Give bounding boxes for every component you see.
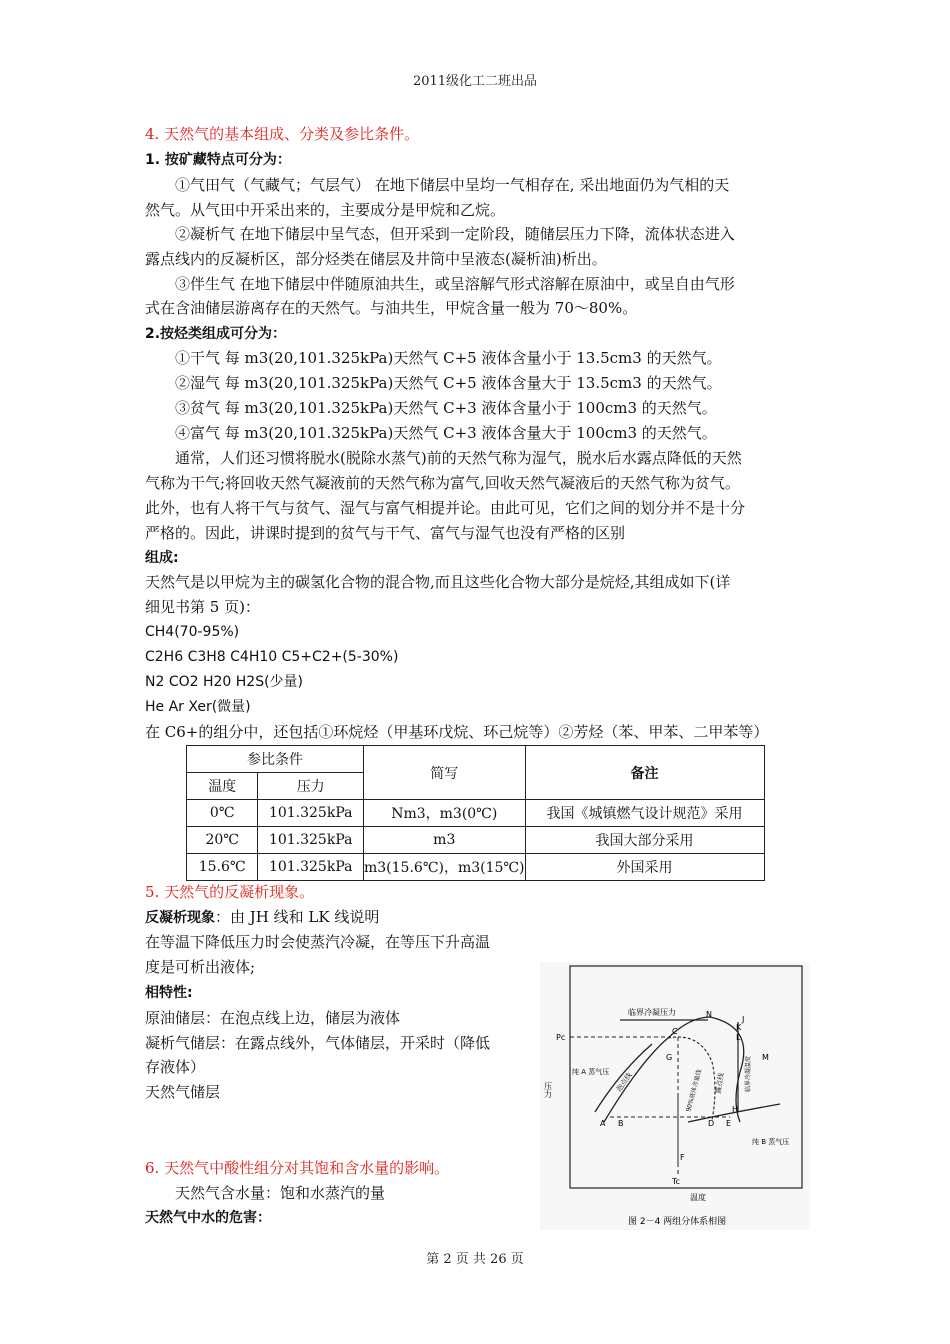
section4-sub1: 1. 按矿藏特点可分为： [145,152,291,168]
formula-ch4: CH4(70-95%) [145,624,240,640]
water-hazard: 天然气中水的危害： [145,1210,271,1226]
para-associated-1: ③伴生气 在地下储层中伴随原油共生，或呈溶解气形式溶解在原油中，或呈自由气形 [175,275,735,293]
tc-label: Tc [672,1177,680,1186]
hydrocarbon-lean: ③贫气 每 m3(20,101.325kPa)天然气 C+3 液体含量小于 100cm3 的天然气。 [175,399,717,417]
formula-c2-c5: C2H6 C3H8 C4H10 C5+C2+(5-30%) [145,649,399,665]
table-cell: 0℃ [187,800,258,827]
phase-condensate-2: 存液体） [145,1058,206,1076]
point-c: C [672,1027,678,1036]
formula-trace: He Ar Xer(微量) [145,699,251,715]
table-col-temp: 温度 [187,773,258,800]
crit-temp-label: 临界冷凝温度 [745,1055,752,1092]
composition-line-3: 在 C6+的组分中，还包括①环烷烃（甲基环戊烷、环己烷等）②芳烃（苯、甲苯、二甲苯等） [145,723,769,741]
composition-line-1: 天然气是以甲烷为主的碳氢化合物的混合物,而且这些化合物大部分是烷烃,其组成如下(详 [145,573,731,591]
pure-b-label: 纯 B 蒸气压 [752,1138,790,1146]
table-group-header: 参比条件 [187,746,364,773]
point-m: M [762,1053,769,1062]
note-line-2: 气称为干气;将回收天然气凝液前的天然气称为富气,回收天然气凝液后的天然气称为贫气。 [145,474,740,492]
retrograde-label: 反凝析现象 [145,910,215,926]
point-h: H [732,1105,739,1114]
retrograde-desc-2: 度是可析出液体; [145,958,256,976]
table-cell: m3(15.6℃)，m3(15℃) [364,854,526,881]
composition-line-2: 细见书第 5 页)： [145,598,260,616]
table-cell: m3 [364,827,526,854]
table-cell: 101.325kPa [258,800,364,827]
liquid90-label: 90%液体含量线 [685,1068,704,1113]
table-col-abbr: 简写 [364,746,526,800]
table-cell: 我国大部分采用 [525,827,764,854]
point-a: A [600,1119,606,1128]
x-axis-label: 温度 [690,1193,706,1202]
retrograde-line [145,907,379,928]
reference-conditions-table [186,745,765,881]
note-line-4: 严格的。因此，讲课时提到的贫气与干气、富气与湿气也没有严格的区别 [145,524,626,542]
composition-title: 组成: [145,550,179,566]
y-axis-label: 压力 [543,1082,553,1098]
para-condensate-1: ②凝析气 在地下储层中呈气态，但开采到一定阶段，随储层压力下降，流体状态进入 [175,225,735,243]
table-row [187,827,765,854]
phase-diagram [540,962,810,1230]
formula-inerts: N2 CO2 H20 H2S(少量) [145,674,304,690]
point-f: F [680,1153,685,1162]
pure-a-label: 纯 A 蒸气压 [572,1068,610,1076]
section4-sub2: 2.按烃类组成可分为： [145,326,287,342]
hydrocarbon-rich: ④富气 每 m3(20,101.325kPa)天然气 C+3 液体含量大于 100cm3 的天然气。 [175,424,717,442]
section4-title: 4. 天然气的基本组成、分类及参比条件。 [145,125,420,143]
section6-title: 6. 天然气中酸性组分对其饱和含水量的影响。 [145,1159,450,1177]
phase-gas: 天然气储层 [145,1083,221,1101]
point-j: J [742,1015,745,1024]
table-cell: 20℃ [187,827,258,854]
note-line-1: 通常，人们还习惯将脱水(脱除水蒸气)前的天然气称为湿气，脱水后水露点降低的天然 [175,449,742,467]
dew-label: 露点线 [714,1072,726,1095]
figure-background [540,962,810,1230]
pc-label: Pc [556,1033,566,1042]
table-cell: 101.325kPa [258,827,364,854]
table-row [187,854,765,881]
point-l: L [736,1033,741,1042]
phase-condensate-1: 凝析气储层：在露点线外，气体储层，开采时（降低 [145,1034,491,1052]
figure-caption: 图 2－4 两组分体系相图 [628,1217,727,1227]
table-col-pressure: 压力 [258,773,364,800]
water-content: 天然气含水量：饱和水蒸汽的量 [175,1184,386,1202]
table-cell: Nm3，m3(0℃) [364,800,526,827]
point-e: E [726,1119,732,1128]
page-footer: 第 2 页 共 26 页 [426,1252,524,1267]
table-row [187,800,765,827]
critical-pressure-label: 临界冷凝压力 [628,1008,676,1017]
table-cell: 我国《城镇燃气设计规范》采用 [525,800,764,827]
page-header: 2011级化工二班出品 [412,74,538,89]
para-associated-2: 式在含油储层游离存在的天然气。与油共生，甲烷含量一般为 70～80%。 [145,299,638,317]
table-cell: 101.325kPa [258,854,364,881]
table-cell: 15.6℃ [187,854,258,881]
hydrocarbon-wet: ②湿气 每 m3(20,101.325kPa)天然气 C+5 液体含量大于 13.5cm3 的天然气。 [175,374,722,392]
point-n: N [706,1010,712,1019]
table-cell: 外国采用 [525,854,764,881]
phase-title: 相特性: [145,985,193,1001]
point-b: B [618,1119,624,1128]
hydrocarbon-dry: ①干气 每 m3(20,101.325kPa)天然气 C+5 液体含量小于 13.5cm3 的天然气。 [175,349,722,367]
para-condensate-2: 露点线内的反凝析区，部分烃类在储层及井筒中呈液态(凝析油)析出。 [145,250,607,268]
retrograde-desc-1: 在等温下降低压力时会使蒸汽冷凝，在等压下升高温 [145,933,491,951]
para-gas-field-2: 然气。从气田中开采出来的，主要成分是甲烷和乙烷。 [145,201,506,219]
point-d: D [708,1119,715,1128]
table-col-note: 备注 [525,746,764,800]
note-line-3: 此外，也有人将干气与贫气、湿气与富气相提并论。由此可见，它们之间的划分并不是十分 [145,499,746,517]
para-gas-field-1: ①气田气（气藏气；气层气） 在地下储层中呈均一气相存在, 采出地面仍为气相的天 [175,176,730,194]
phase-oil: 原油储层：在泡点线上边，储层为液体 [145,1009,401,1027]
point-k: K [736,1023,742,1032]
section5-title: 5. 天然气的反凝析现象。 [145,883,315,901]
bubble-label: 泡点线 [615,1071,634,1094]
retrograde-text: ：由 JH 线和 LK 线说明 [215,908,380,926]
point-g: G [666,1053,673,1062]
